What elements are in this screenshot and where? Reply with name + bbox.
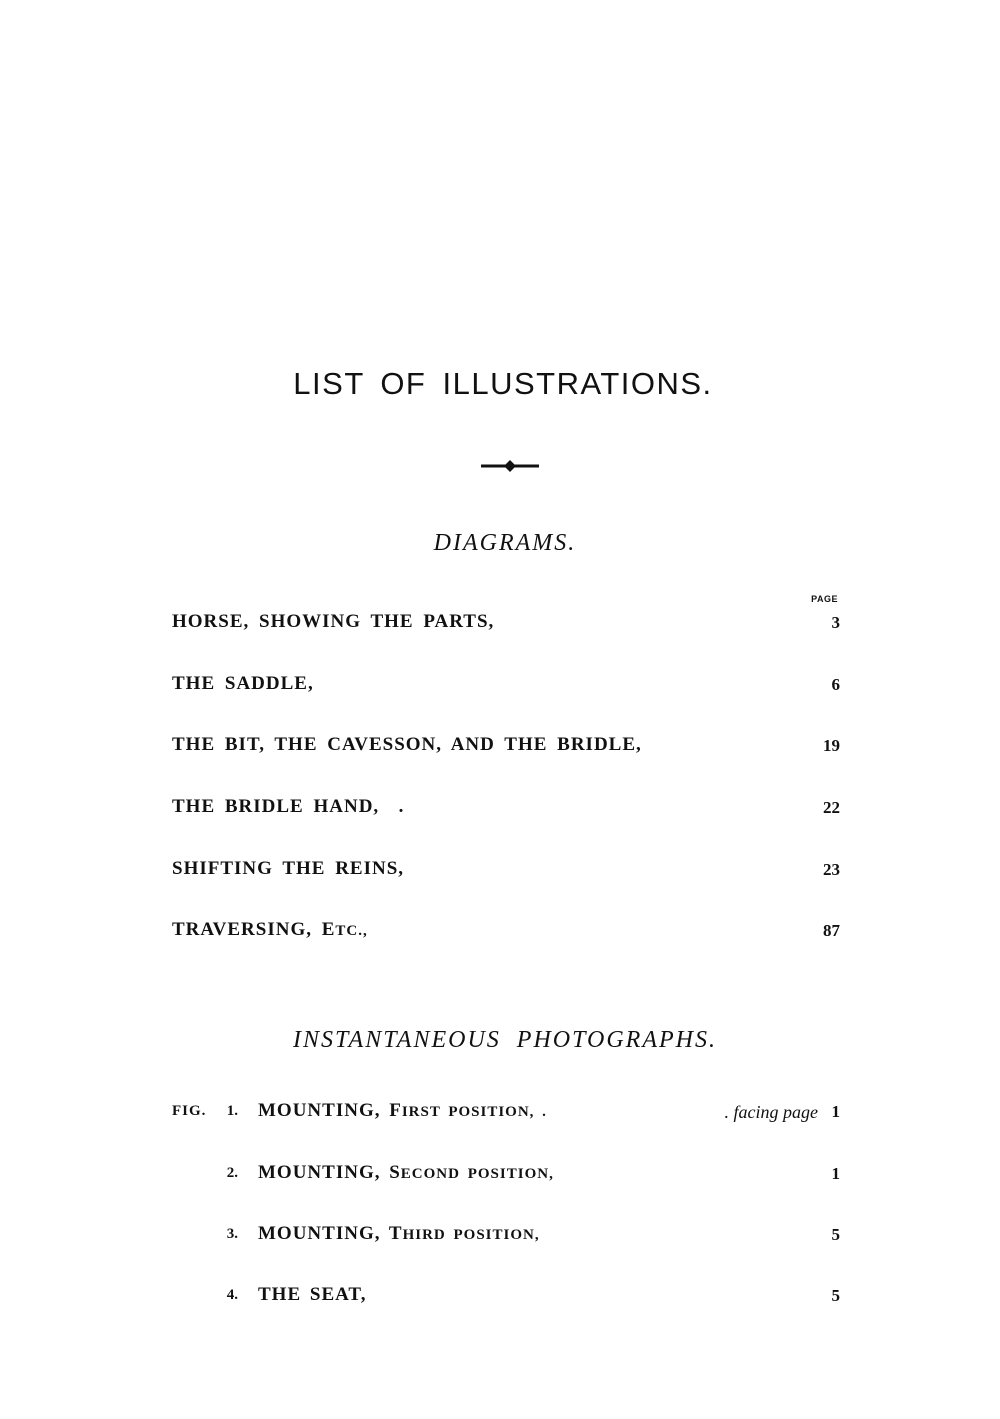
photo-entry: [172, 1100, 840, 1130]
fig-label: [258, 1100, 547, 1122]
diagrams-heading: DIAGRAMS.: [433, 530, 577, 556]
photo-entry: [172, 1284, 840, 1314]
fig-label-main: MOUNTING, S: [258, 1162, 401, 1183]
entry-page-number: 19: [823, 736, 840, 755]
entry-label: SHIFTING THE REINS,: [172, 858, 405, 879]
fig-page-number: 5: [831, 1286, 840, 1305]
diagram-entry: [172, 673, 840, 703]
fig-label: [258, 1223, 540, 1245]
page-column-label: PAGE: [811, 594, 838, 604]
fig-label-main: MOUNTING, F: [258, 1100, 402, 1121]
page-title: LIST OF ILLUSTRATIONS.: [293, 366, 713, 401]
entry-label: HORSE, SHOWING THE PARTS,: [172, 611, 495, 632]
fig-number: 2.: [226, 1165, 238, 1181]
diagram-entry: [172, 796, 840, 826]
entry-label: THE BRIDLE HAND, .: [172, 796, 405, 817]
fig-page-number: 1: [831, 1102, 840, 1121]
entry-label: THE SADDLE,: [172, 673, 314, 694]
fig-label-main: MOUNTING, T: [258, 1223, 403, 1244]
fig-label-smallcaps: HIRD POSITION,: [402, 1227, 540, 1243]
photo-entry: [172, 1162, 840, 1192]
fig-label-smallcaps: ECOND POSITION,: [400, 1166, 554, 1182]
facing-page-note: . facing page: [724, 1102, 818, 1122]
entry-label: THE BIT, THE CAVESSON, AND THE BRIDLE,: [172, 734, 642, 755]
entry-page-number: 87: [823, 921, 840, 940]
photographs-heading: INSTANTANEOUS PHOTOGRAPHS.: [292, 1027, 717, 1053]
divider-ornament: [481, 456, 539, 476]
fig-page-number: 5: [831, 1225, 840, 1244]
fig-number: 1.: [226, 1103, 238, 1119]
fig-label: [258, 1162, 554, 1184]
fig-number: 3.: [226, 1226, 238, 1242]
entry-label: [172, 919, 368, 941]
diagram-entry: [172, 919, 840, 949]
entry-label-main: TRAVERSING, E: [172, 919, 336, 940]
fig-label-main: THE SEAT,: [258, 1284, 367, 1305]
entry-page-number: 3: [831, 613, 840, 632]
photo-entry: [172, 1223, 840, 1253]
entry-label-smallcaps: TC.,: [335, 923, 368, 939]
fig-prefix: FIG.: [172, 1103, 207, 1119]
entry-page-number: 6: [831, 675, 840, 694]
diagram-entry: [172, 858, 840, 888]
fig-label: [258, 1284, 366, 1306]
fig-label-smallcaps: IRST POSITION, .: [401, 1104, 547, 1120]
entry-page-number: 22: [823, 798, 840, 817]
fig-number: 4.: [226, 1287, 238, 1303]
entry-page-number: 23: [823, 860, 840, 879]
diagram-entry: [172, 611, 840, 641]
diagram-entry: [172, 734, 840, 764]
fig-page-number: 1: [831, 1164, 840, 1183]
